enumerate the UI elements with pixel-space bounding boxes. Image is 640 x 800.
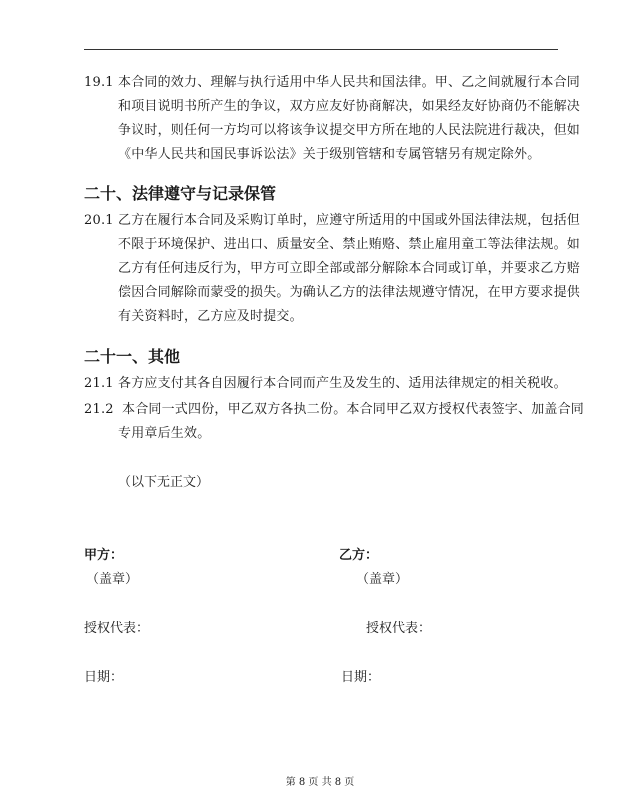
party-b-representative: 授权代表： [366,621,432,636]
clause-line: 和项目说明书所产生的争议，双方应友好协商解决，如果经友好协商仍不能解决 [118,99,581,114]
clause-21-1 [84,372,567,396]
clause-line [84,372,567,396]
clause-line: 不限于环境保护、进出口、质量安全、禁止贿赂、禁止雇用童工等法律法规。如 [118,237,581,252]
clause-text: 乙方在履行本合同及采购订单时，应遵守所适用的中国或外国法律法规，包括但 [118,213,581,228]
clause-line: 偿因合同解除而蒙受的损失。为确认乙方的法律法规遵守情况，在甲方要求提供 [118,285,581,300]
clause-number: 19.1 [84,75,114,90]
clause-number: 21.1 [84,376,114,391]
party-a-seal: （盖章） [86,572,139,587]
clause-line [84,398,585,422]
clause-line: 乙方有任何违反行为，甲方可立即全部或部分解除本合同或订单，并要求乙方赔 [118,261,581,276]
clause-line: 专用章后生效。 [118,426,211,441]
clause-line: 有关资料时，乙方应及时提交。 [118,309,303,324]
clause-number: 20.1 [84,213,114,228]
page-footer: 第 8 页 共 8 页 [285,777,355,788]
clause-text: 本合同一式四份，甲乙双方各执二份。本合同甲乙双方授权代表签字、加盖合同 [122,402,585,417]
party-b-label: 乙方： [339,548,379,563]
party-b-date: 日期： [341,670,381,685]
clause-text: 各方应支付其各自因履行本合同而产生及发生的、适用法律规定的相关税收。 [118,376,567,391]
clause-line [84,71,581,95]
section-21-heading: 二十一、其他 [84,347,181,366]
party-a-date: 日期： [84,670,124,685]
party-a-representative: 授权代表： [84,621,150,636]
clause-line [84,209,581,233]
clause-text: 本合同的效力、理解与执行适用中华人民共和国法律。甲、乙之间就履行本合同 [118,75,581,90]
header-rule [84,49,558,50]
clause-21-2 [84,398,585,446]
clause-line: 争议时，则任何一方均可以将该争议提交甲方所在地的人民法院进行裁决，但如 [118,123,581,138]
clause-line: 《中华人民共和国民事诉讼法》关于级别管辖和专属管辖另有规定除外。 [118,147,541,162]
clause-number: 21.2 [84,402,114,417]
party-b-seal: （盖章） [356,572,409,587]
party-a-label: 甲方： [84,548,124,563]
section-20-heading: 二十、法律遵守与记录保管 [84,184,277,203]
end-of-text-note: （以下无正文） [118,475,210,490]
clause-20-1 [84,209,581,329]
clause-19-1 [84,71,581,167]
